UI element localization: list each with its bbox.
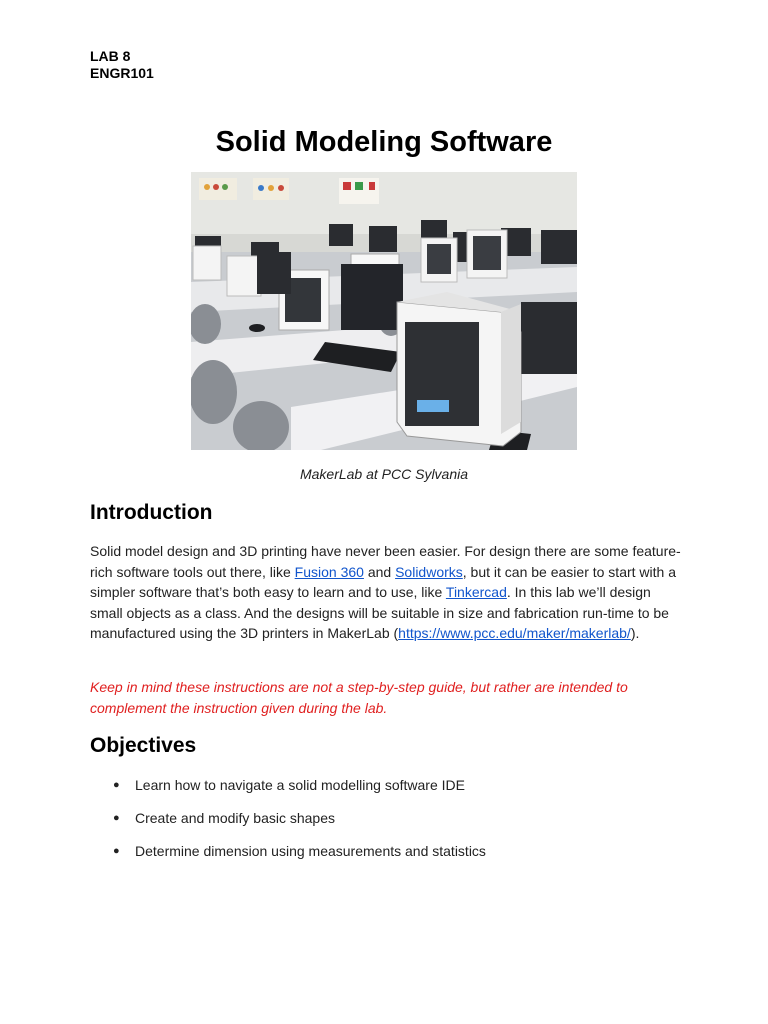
course-code: ENGR101 <box>90 65 154 81</box>
tinkercad-link[interactable]: Tinkercad <box>445 584 507 600</box>
figure-caption: MakerLab at PCC Sylvania <box>299 466 469 482</box>
intro-text-5: ). <box>630 625 640 641</box>
intro-text-1: Solid model design and 3D printing have never been easier. For design there are some feature-rich software tools out there, like <box>90 543 681 580</box>
objective-text: Determine dimension using measurements and statistics <box>135 843 486 859</box>
intro-text-3: , but it can be easier to start with a simpler software that’s both easy to learn and to use, like <box>90 563 677 600</box>
intro-text-4: . In this lab we’ll design small objects as a class. And the designs will be suitable in size and fabrication run-time to be manufactured using the 3D printers in MakerLab ( <box>90 584 669 641</box>
document-title: Solid Modeling Software <box>215 126 553 158</box>
introduction-paragraph <box>90 541 682 644</box>
objective-text: Create and modify basic shapes <box>135 810 335 826</box>
objective-text: Learn how to navigate a solid modelling software IDE <box>135 777 465 793</box>
list-item <box>113 808 486 841</box>
fusion-360-link[interactable]: Fusion 360 <box>294 563 364 580</box>
intro-text-2: and <box>363 563 396 580</box>
makerlab-photo <box>191 172 577 450</box>
objectives-heading: Objectives <box>90 734 197 757</box>
bullet-icon: ● <box>113 812 120 824</box>
makerlab-url-link[interactable]: https://www.pcc.edu/maker/makerlab/ <box>398 625 631 641</box>
objectives-list <box>113 775 486 874</box>
bullet-icon: ● <box>113 779 120 791</box>
solidworks-link[interactable]: Solidworks <box>395 563 463 580</box>
introduction-heading: Introduction <box>90 501 213 524</box>
lab-number: LAB 8 <box>90 48 131 64</box>
bullet-icon: ● <box>113 845 120 857</box>
list-item <box>113 841 486 874</box>
list-item <box>113 775 486 808</box>
instructions-note: Keep in mind these instructions are not a step-by-step guide, but rather are intended to complement the instruction given during the lab. <box>90 679 628 716</box>
